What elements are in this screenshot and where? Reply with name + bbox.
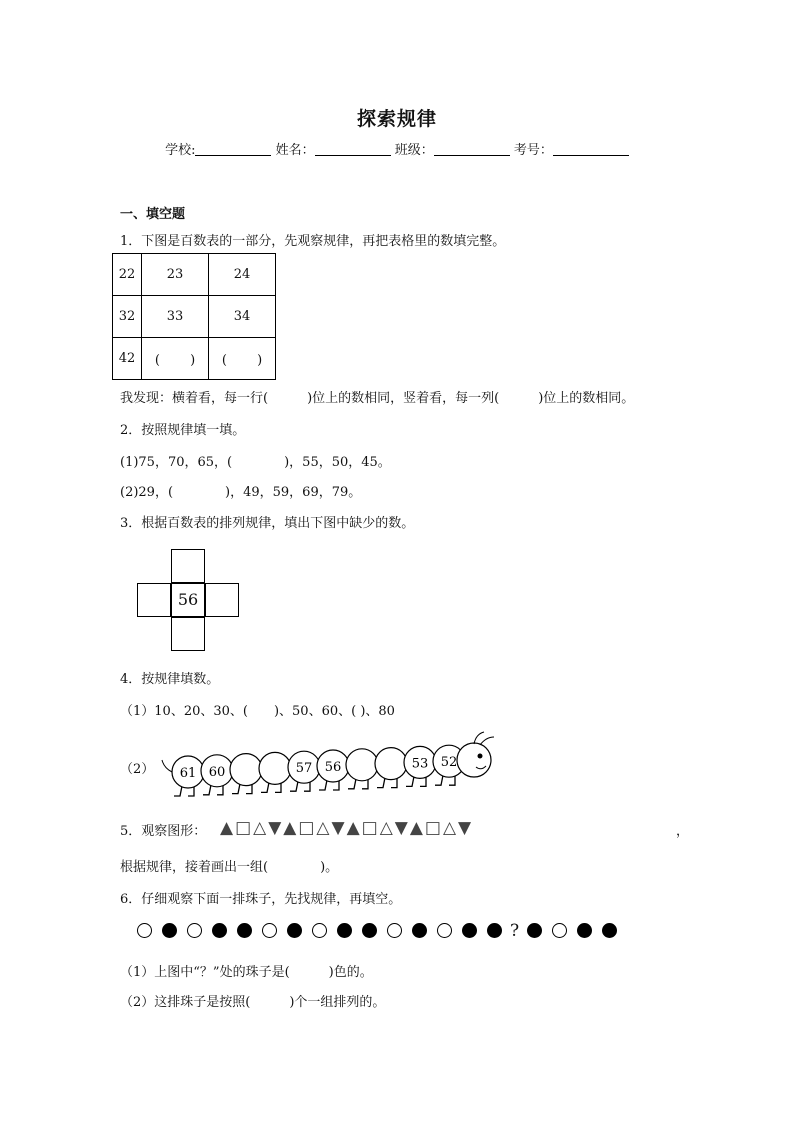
black-bead [412, 923, 427, 938]
shape-sequence: ▲□△▼▲□△▼▲□△▼▲□△▼ [220, 818, 474, 838]
class-label: 班级： [394, 143, 434, 158]
question-2: 2．按照规律填一填。 [120, 423, 246, 438]
cross-cell-top[interactable] [171, 549, 205, 583]
name-blank[interactable] [315, 143, 391, 156]
q4-part-1: （1）10、20、30、( )、50、60、( )、80 [120, 704, 395, 719]
exam-number-blank[interactable] [553, 143, 629, 156]
white-bead [312, 923, 327, 938]
school-blank[interactable] [195, 143, 271, 156]
q4-part-2-label: （2） [120, 762, 155, 777]
black-bead [362, 923, 377, 938]
caterpillar-eye [478, 754, 483, 759]
caterpillar-number: 53 [411, 756, 429, 772]
white-bead [552, 923, 567, 938]
class-blank[interactable] [434, 143, 510, 156]
question-4: 4．按规律填数。 [120, 672, 220, 687]
cross-cell-center: 56 [171, 583, 205, 617]
white-bead [262, 923, 277, 938]
caterpillar-number: 56 [324, 760, 342, 775]
caterpillar-number: 57 [295, 761, 313, 777]
q2-part-1: (1)75，70，65，( )，55，50，45。 [120, 455, 391, 470]
table-cell: 34 [209, 296, 276, 338]
white-bead [437, 923, 452, 938]
black-bead [162, 923, 177, 938]
exam-number-label: 考号： [513, 143, 553, 158]
school-label: 学校: [165, 143, 196, 158]
q6-part-1: （1）上图中“？”处的珠子是( )色的。 [120, 965, 373, 980]
cross-cell-left[interactable] [137, 583, 171, 617]
black-bead [337, 923, 352, 938]
cross-cell-right[interactable] [205, 583, 239, 617]
table-cell: 33 [142, 296, 209, 338]
section-heading: 一、填空题 [120, 207, 186, 222]
white-bead [187, 923, 202, 938]
black-bead [237, 923, 252, 938]
black-bead [287, 923, 302, 938]
q5-ask: 根据规律，接着画出一组( )。 [120, 860, 339, 875]
white-bead [137, 923, 152, 938]
black-bead [462, 923, 477, 938]
bead-row [132, 920, 622, 941]
name-label: 姓名： [275, 143, 315, 158]
answer-cell[interactable]: ( ) [142, 338, 209, 380]
white-bead [387, 923, 402, 938]
caterpillar-segment [230, 754, 262, 786]
caterpillar-figure [160, 730, 520, 805]
caterpillar-number: 52 [440, 755, 458, 771]
q6-part-2: （2）这排珠子是按照( )个一组排列的。 [120, 995, 386, 1010]
caterpillar-number: 60 [208, 764, 226, 780]
caterpillar-segment [346, 749, 378, 781]
caterpillar-segment [259, 752, 291, 784]
cross-cell-bottom[interactable] [171, 617, 205, 651]
caterpillar-number: 61 [179, 766, 197, 781]
student-info-line [0, 139, 794, 158]
question-1: 1．下图是百数表的一部分，先观察规律，再把表格里的数填完整。 [120, 234, 506, 249]
black-bead [212, 923, 227, 938]
answer-cell[interactable]: ( ) [209, 338, 276, 380]
caterpillar-tail [162, 760, 172, 772]
shape-sequence-end: ， [676, 824, 690, 839]
page-title: 探索规律 [356, 108, 437, 130]
hundred-table [112, 253, 276, 380]
q2-part-2: (2)29，( )，49，59，69，79。 [120, 485, 362, 500]
table-cell: 23 [142, 254, 209, 296]
question-5: 5．观察图形： [120, 824, 207, 839]
black-bead [602, 923, 617, 938]
question-6: 6．仔细观察下面一排珠子，先找规律，再填空。 [120, 892, 402, 907]
q1-finding: 我发现：横着看，每一行( )位上的数相同，竖着看，每一列( )位上的数相同。 [120, 391, 635, 406]
unknown-bead: ? [510, 920, 520, 941]
table-cell: 42 [113, 338, 142, 380]
question-3: 3．根据百数表的排列规律，填出下图中缺少的数。 [120, 516, 415, 531]
caterpillar-head [457, 743, 491, 777]
table-cell: 24 [209, 254, 276, 296]
table-cell: 22 [113, 254, 142, 296]
caterpillar-segment [375, 748, 407, 780]
table-cell: 32 [113, 296, 142, 338]
black-bead [527, 923, 542, 938]
black-bead [487, 923, 502, 938]
black-bead [577, 923, 592, 938]
